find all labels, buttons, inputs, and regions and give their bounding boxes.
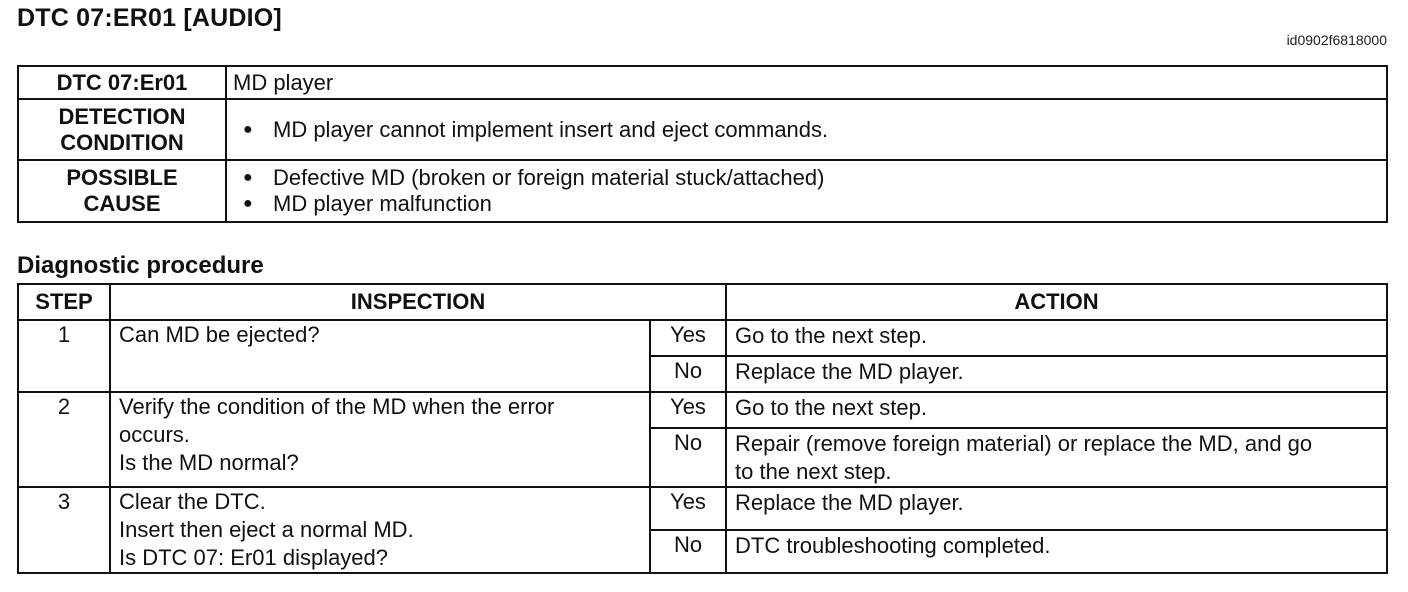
inspection-header: INSPECTION [110, 284, 726, 320]
no-label: No [650, 356, 726, 392]
page-title: DTC 07:ER01 [AUDIO] [17, 4, 282, 32]
table-row [18, 392, 1387, 428]
table-row [18, 487, 1387, 530]
no-action: Replace the MD player. [726, 356, 1387, 392]
action-header: ACTION [726, 284, 1387, 320]
header-row [18, 284, 1387, 320]
dtc-info-table [17, 65, 1388, 223]
bullet-icon: ● [243, 120, 253, 138]
possible-cause-row [18, 160, 1387, 222]
step-number: 3 [18, 487, 110, 573]
inspection-text: Can MD be ejected? [110, 320, 650, 392]
cause-item: ● Defective MD (broken or foreign material stuck/attached) [243, 165, 825, 190]
inspection-text: Clear the DTC. Insert then eject a normal MD. Is DTC 07: Er01 displayed? [110, 487, 650, 573]
dtc-code-label: DTC 07:Er01 [18, 66, 226, 99]
step-number: 1 [18, 320, 110, 392]
no-label: No [650, 428, 726, 487]
yes-label: Yes [650, 487, 726, 530]
yes-action: Replace the MD player. [726, 487, 1387, 530]
no-action: DTC troubleshooting completed. [726, 530, 1387, 573]
inspection-text: Verify the condition of the MD when the error occurs. Is the MD normal? [110, 392, 650, 487]
no-action: Repair (remove foreign material) or replace the MD, and go to the next step. [726, 428, 1387, 487]
yes-action: Go to the next step. [726, 320, 1387, 356]
document-id: id0902f6818000 [1286, 32, 1387, 48]
section-title: Diagnostic procedure [17, 252, 264, 279]
possible-cause-value [226, 160, 1387, 222]
bullet-icon: ● [243, 169, 253, 186]
detection-condition-row [18, 99, 1387, 160]
possible-cause-label: POSSIBLE CAUSE [18, 160, 226, 222]
yes-label: Yes [650, 392, 726, 428]
dtc-code-value: MD player [226, 66, 1387, 99]
detection-item: ● MD player cannot implement insert and eject commands. [243, 116, 829, 142]
no-label: No [650, 530, 726, 573]
diagnostic-procedure-table [17, 283, 1388, 574]
yes-label: Yes [650, 320, 726, 356]
yes-action: Go to the next step. [726, 392, 1387, 428]
detection-condition-value [226, 99, 1387, 160]
cause-item: ● MD player malfunction [243, 191, 492, 216]
detection-condition-label: DETECTION CONDITION [18, 99, 226, 160]
bullet-icon: ● [243, 195, 253, 212]
step-header: STEP [18, 284, 110, 320]
table-row [18, 320, 1387, 356]
dtc-code-row [18, 66, 1387, 99]
step-number: 2 [18, 392, 110, 487]
